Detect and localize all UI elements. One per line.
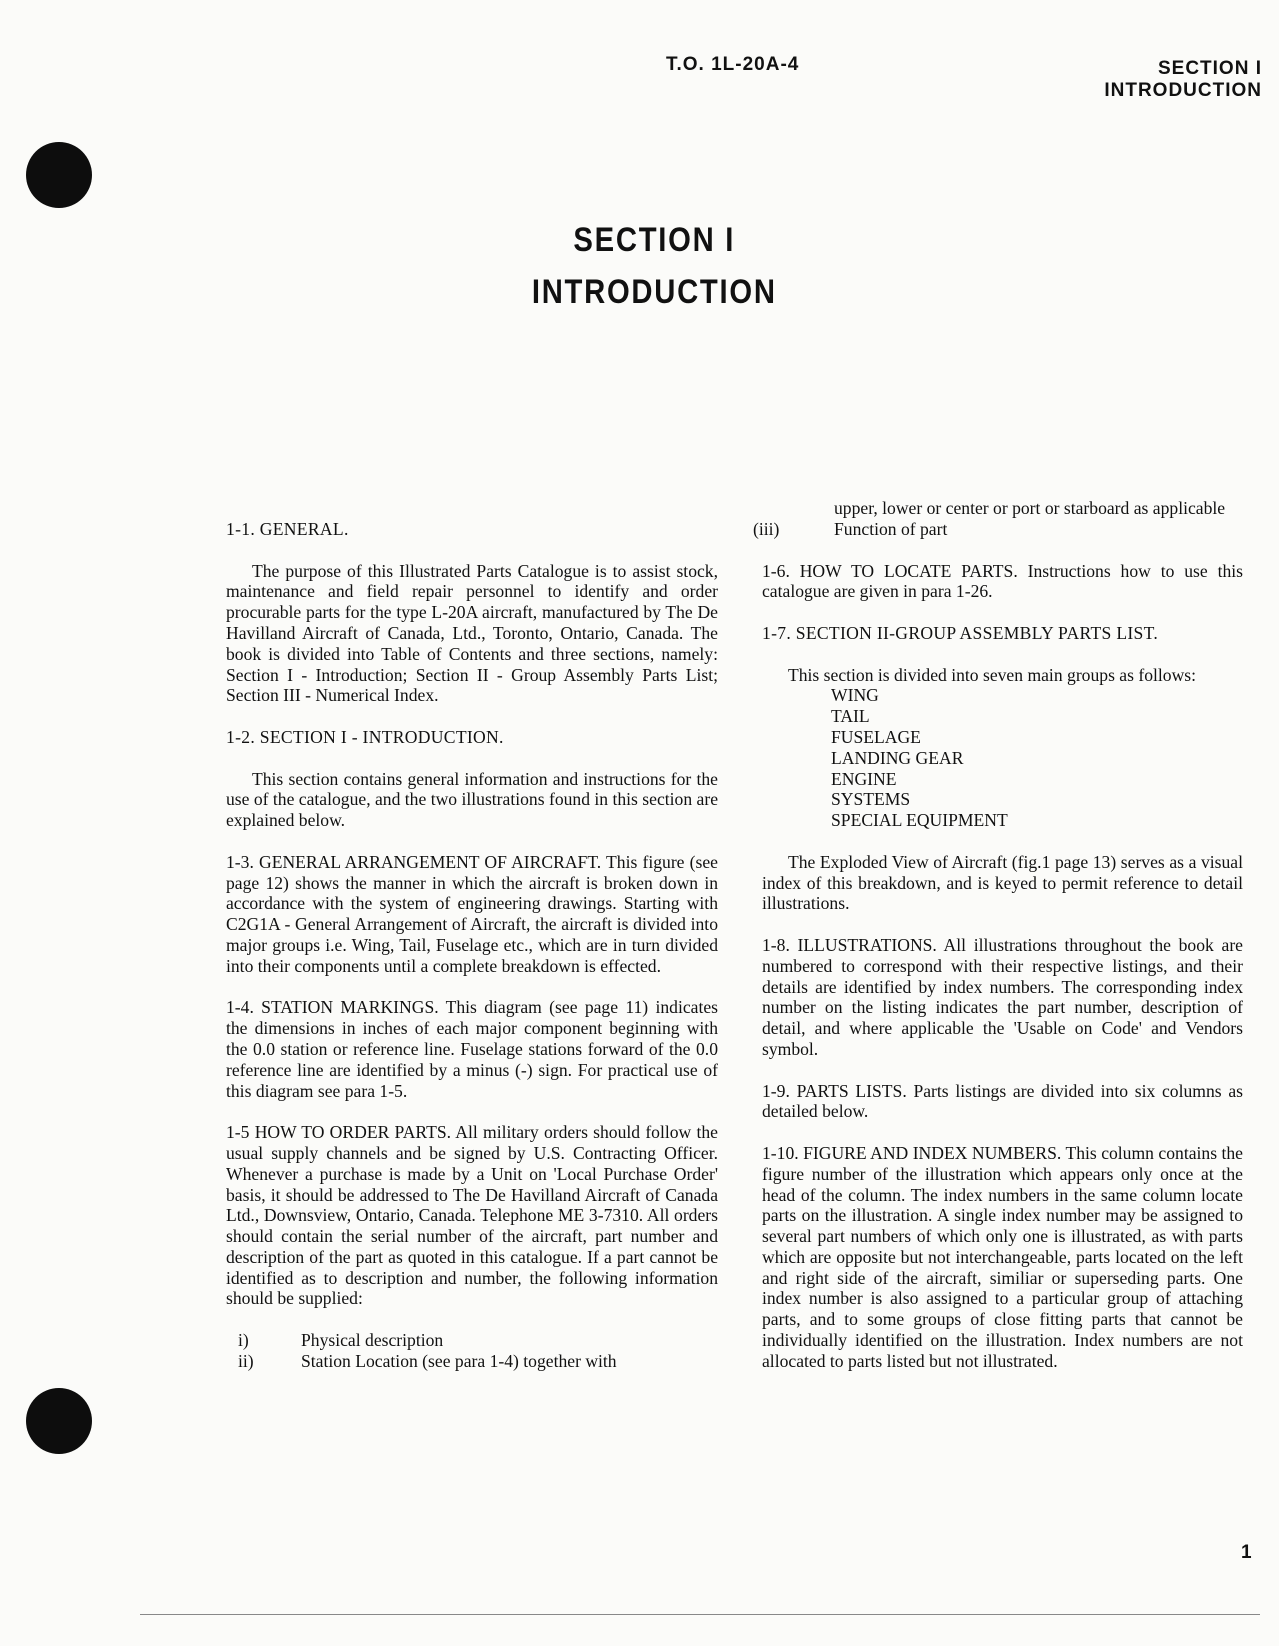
paragraph-1-4: 1-4. STATION MARKINGS. This diagram (see page 11) indicates the dimensions in inches of each major component beginning with the 0.0 station or reference line. Fuselage stations forward of the 0.0 reference line are identified by a minus (-) sign. For practical use of this diagram see para 1-5. <box>226 997 718 1101</box>
paragraph-1-3: 1-3. GENERAL ARRANGEMENT OF AIRCRAFT. This figure (see page 12) shows the manner in which the aircraft is broken down in accordance with the system of engineering drawings. Starting with C2G1A - General Arrangement of Aircraft, the aircraft is divided into major groups i.e. Wing, Tail, Fuselage etc., which are in turn divided into their components until a complete breakdown is effected. <box>226 851 718 976</box>
page-number: 1 <box>1241 1542 1252 1563</box>
heading-1-7: 1-7. SECTION II-GROUP ASSEMBLY PARTS LIST. <box>762 622 1159 643</box>
paragraph-1-8: 1-8. ILLUSTRATIONS. All illustrations throughout the book are numbered to correspond with their respective listings, and their details are identified by index numbers. The corresponding index number on the listing indicates the part number, description of detail, and where applicable the 'Usable on Code' and Vendors symbol. <box>762 934 1243 1059</box>
paragraph-1-2: This section contains general information and instructions for the use of the catalogue, and the two illustrations found in this section are explained below. <box>226 768 719 831</box>
group-item-special-equipment: SPECIAL EQUIPMENT <box>831 810 1008 831</box>
paragraph-1-7: This section is divided into seven main groups as follows: <box>788 664 1197 685</box>
paragraph-1-6: 1-6. HOW TO LOCATE PARTS. Instructions how to use this catalogue are given in para 1-26. <box>762 560 1243 602</box>
paragraph-1-9: 1-9. PARTS LISTS. Parts listings are divided into six columns as detailed below. <box>762 1080 1243 1122</box>
list-item-number: i) <box>238 1330 249 1351</box>
group-item-systems: SYSTEMS <box>831 789 911 810</box>
paragraph-1-5: 1-5 HOW TO ORDER PARTS. All military orders should follow the usual supply channels and be signed by U.S. Contracting Officer. Whenever a purchase is made by a Unit on 'Local Purchase Order' basis, it should be addressed to The De Havilland Aircraft of Canada Ltd., Downsview, Ontario, Canada. Telephone ME 3-7310. All orders should contain the serial number of the aircraft, part number and description of the part as quoted in this catalogue. If a part cannot be identified as to description and number, the following information should be supplied: <box>226 1122 718 1309</box>
right-column <box>753 498 1243 1372</box>
left-column <box>226 519 718 1372</box>
paragraph-1-7-exploded-view: The Exploded View of Aircraft (fig.1 page 13) serves as a visual index of this breakdown, and is keyed to permit reference to detail illustrations. <box>762 851 1243 914</box>
group-item-wing: WING <box>831 685 879 706</box>
heading-1-1: 1-1. GENERAL. <box>226 519 349 539</box>
list-item-number: ii) <box>238 1350 254 1371</box>
group-list <box>762 685 1243 831</box>
list-item-text: Physical description <box>301 1330 444 1351</box>
heading-1-2: 1-2. SECTION I - INTRODUCTION. <box>226 726 504 747</box>
list-item <box>226 1330 718 1351</box>
paragraph-1-1: The purpose of this Illustrated Parts Catalogue is to assist stock, maintenance and field repair personnel to identify and order procurable parts for the type L-20A aircraft, manufactured by The De Havilland Aircraft of Canada, Ltd., Toronto, Ontario, Canada. The book is divided into Table of Contents and three sections, namely: Section I - Introduction; Section II - Group Assembly Parts List; Section III - Numerical Index. <box>226 560 718 706</box>
list-item-text: Function of part <box>834 519 948 539</box>
list-item <box>226 1351 718 1372</box>
page-title-line1: SECTION I <box>573 221 736 259</box>
running-header-section: SECTION I <box>1157 58 1262 79</box>
list-item <box>753 519 1243 540</box>
page-title-line2: INTRODUCTION <box>531 273 777 311</box>
list-item-continuation: upper, lower or center or port or starboard as applicable <box>834 498 1226 519</box>
group-item-fuselage: FUSELAGE <box>831 726 921 747</box>
running-header <box>1104 58 1262 102</box>
technical-order-number: T.O. 1L-20A-4 <box>666 54 800 75</box>
list-item-text: Station Location (see para 1-4) together with <box>301 1350 617 1371</box>
group-item-landing-gear: LANDING GEAR <box>831 747 964 768</box>
group-item-engine: ENGINE <box>831 768 897 789</box>
page-title <box>104 214 1204 318</box>
page-bottom-rule <box>140 1614 1260 1615</box>
binder-hole-top <box>26 142 92 208</box>
list-item-number: (iii) <box>753 519 780 539</box>
group-item-tail: TAIL <box>831 706 870 727</box>
binder-hole-bottom <box>26 1388 92 1454</box>
running-header-title: INTRODUCTION <box>1104 80 1262 101</box>
paragraph-1-10: 1-10. FIGURE AND INDEX NUMBERS. This column contains the figure number of the illustration which appears only once at the head of the column. The index numbers in the same column locate parts on the illustration. A single index number may be assigned to several part numbers of which only one is illustrated, as with parts which are opposite but not interchangeable, parts located on the left and right side of the aircraft, similiar or superseding parts. One index number is also assigned to a particular group of attaching parts, and to some groups of close fitting parts that cannot be individually identified on the illustration. Index numbers are not allocated to parts listed but not illustrated. <box>762 1142 1243 1371</box>
